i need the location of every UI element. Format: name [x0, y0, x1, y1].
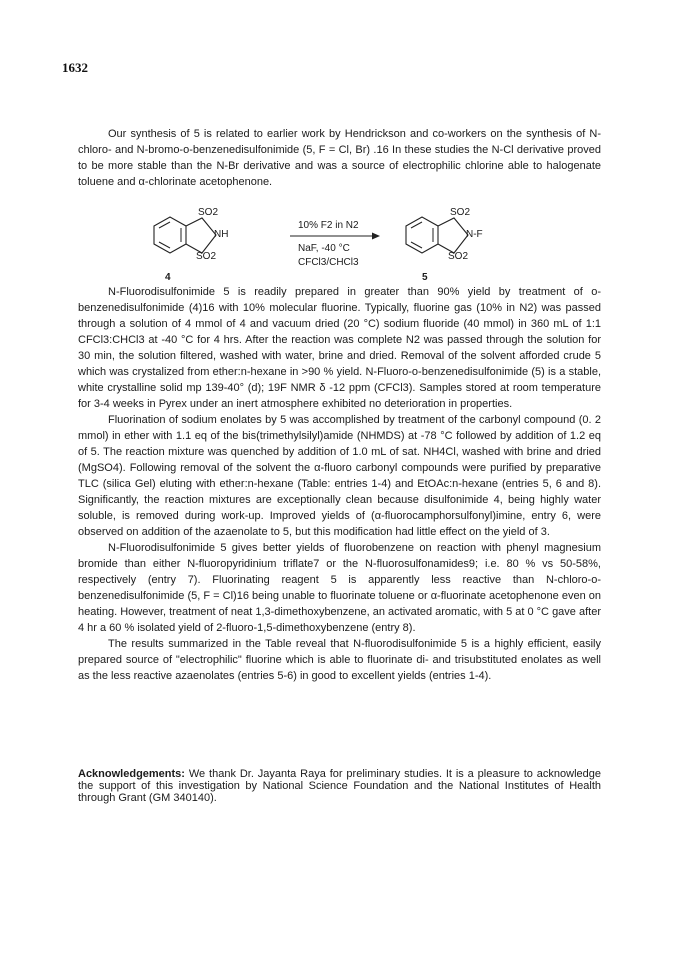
- reaction-scheme: [140, 206, 580, 288]
- enolate-paragraph: Fluorination of sodium enolates by 5 was accomplished by treatment of the carbonyl compound (0. 2 mmol) in ether with 1.1 eq of the bis(trimethylsilyl)amide (NHMDS) at -78 °C followed by addition of 1.2 eq of 5. The reaction mixture was quenched by addition of 1.0 mL of sat. NH4Cl, washed with brine and dried (MgSO4). Following removal of the solvent the α-fluoro carbonyl compounds were purified by preparative TLC (silica Gel) eluting with ether:n-hexane (Table: entries 1-4) and EtOAc:n-hexane (entries 5, 6 and 8). Significantly, the reaction mixtures are exceptionally clean because disulfonimide 4, being highly water soluble, is removed during work-up. Improved yields of (α-fluorocamphorsulfonyl)imine, entry 6, were observed on addition of the azaenolate to 5, but this modification had little effect on the yield of 3.: [78, 414, 601, 538]
- acknowledgements: [78, 768, 601, 804]
- reaction-scheme-drawing: [140, 206, 580, 288]
- reactant-nh-label: NH: [214, 229, 229, 240]
- acknowledgements-text: We thank Dr. Jayanta Raya for preliminary studies. It is a pleasure to acknowledge the support of this investigation by National Science Foundation and the National Institutes of Health through Grant (GM 340140).: [78, 768, 602, 804]
- acknowledgements-heading: Acknowledgements:: [78, 768, 185, 780]
- main-text: [78, 284, 601, 684]
- product-imide-ring: [438, 218, 468, 253]
- intro-paragraph: Our synthesis of 5 is related to earlier work by Hendrickson and co-workers on the synthesis of N-chloro- and N-bromo-o-benzenedisulfonimide (5, F = Cl, Br) .16 In these studies the N-Cl derivative proved to be more stable than the N-Br derivative and was a source of electrophilic chlorine able to halogenate toluene and α-chlorinate acetophenone.: [78, 128, 601, 188]
- product-nf-label: N-F: [466, 229, 483, 240]
- product-so2-bottom-label: SO2: [448, 251, 469, 262]
- page-number: 1632: [62, 60, 88, 75]
- reactant-imide-ring: [186, 218, 216, 253]
- phenyl-paragraph: N-Fluorodisulfonimide 5 gives better yields of fluorobenzene on reaction with phenyl magnesium bromide than either N-fluoropyridinium triflate7 or the N-fluorosulfonamides9; i.e. 80 % vs 50-58%, respectively (entry 7). Fluorinating reagent 5 is apparently less reactive than N-chloro-o-benzenedisulfonimide (5, F = Cl)16 being unable to fluorinate toluene or α-fluorinate acetophenone even on heating. However, treatment of neat 1,3-dimethoxybenzene, an activated aromatic, with 5 at 0 °C gave after 4 hr a 60 % isolated yield of 2-fluoro-1,5-dimethoxybenzene (entry 8).: [78, 542, 601, 634]
- reactant-so2-top-label: SO2: [198, 207, 219, 218]
- reagent-label: 10% F2 in N2: [298, 220, 359, 231]
- condition-label-1: NaF, -40 °C: [298, 243, 350, 254]
- preparation-paragraph: N-Fluorodisulfonimide 5 is readily prepared in greater than 90% yield by treatment of o-benzenedisulfonimide (4)16 with 10% molecular fluorine. Typically, fluorine gas (10% in N2) was passed through a solution of 4 mmol of 4 and vacuum dried (20 °C) sodium fluoride (40 mmol) in 360 mL of 1:1 CFCl3:CHCl3 at -40 °C for 4 hrs. After the reaction was complete N2 was passed through the solution for 30 min, the solution filtered, washed with water, brine and dried. Removal of the solvent afforded crude 5 which was crystalized from ether:n-hexane in >90 % yield. N-Fluoro-o-benzenedisulfonimide (5) is a stable, white crystalline solid mp 139-40° (d); 19F NMR δ -12 ppm (CFCl3). Samples stored at room temperature for 3-4 weeks in Pyrex under an inert atmosphere exhibited no deterioration in properties.: [78, 286, 601, 410]
- product-compound-number: 5: [422, 272, 428, 283]
- condition-label-2: CFCl3/CHCl3: [298, 257, 359, 268]
- reactant-compound-number: 4: [165, 272, 171, 283]
- reactant-so2-bottom-label: SO2: [196, 251, 217, 262]
- product-so2-top-label: SO2: [450, 207, 471, 218]
- results-paragraph: The results summarized in the Table reveal that N-fluorodisulfonimide 5 is a highly efficient, easily prepared source of "electrophilic" fluorine which is able to fluorinate di- and trisubstituted enolates as well as the less reactive azaenolates (entries 5-6) in good to excellent yields (entries 1-4).: [78, 638, 601, 682]
